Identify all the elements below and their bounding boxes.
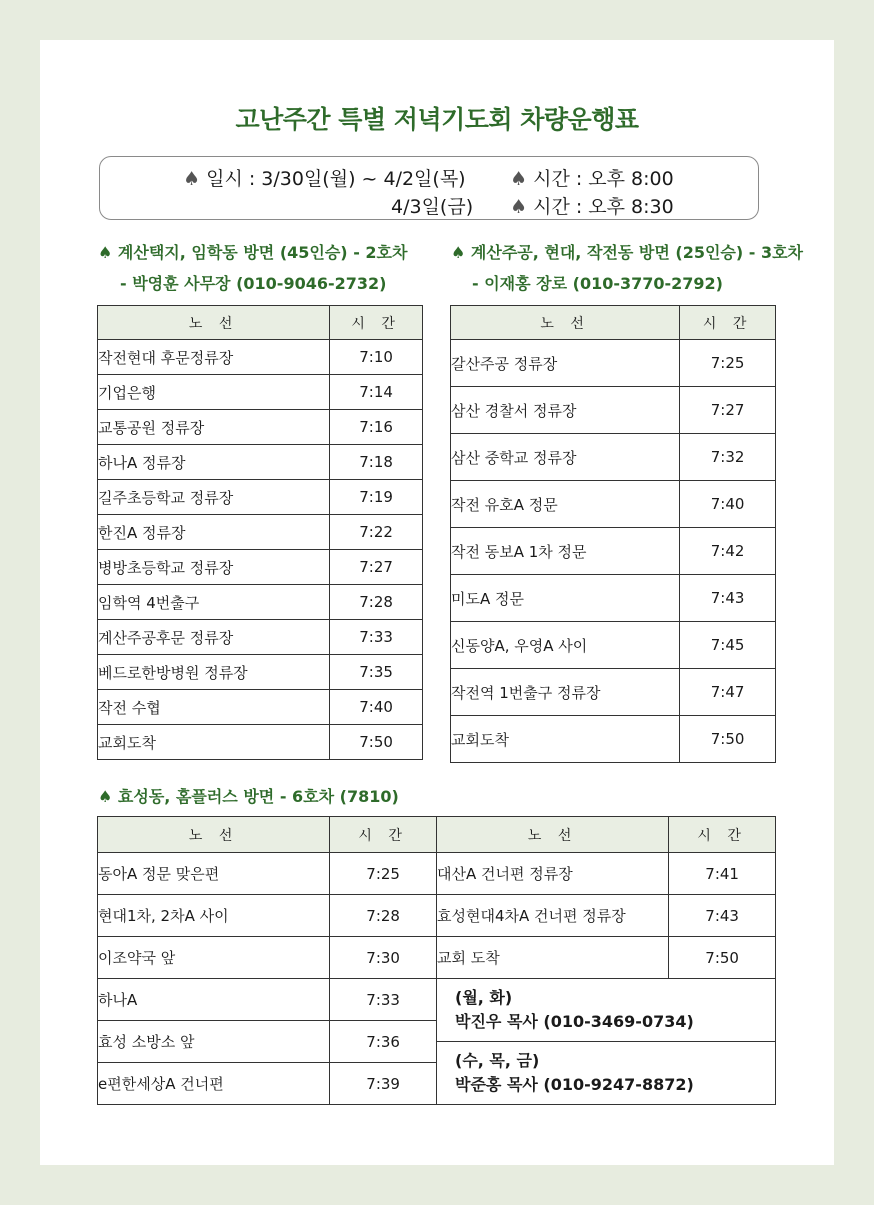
table-row [451, 575, 776, 622]
stop-time: 7:10 [330, 340, 423, 375]
table-row [98, 445, 423, 480]
stop-time: 7:27 [330, 550, 423, 585]
table-row [98, 979, 437, 1021]
table-row [98, 655, 423, 690]
stop-name: 효성 소방소 앞 [98, 1021, 330, 1063]
table-row [98, 375, 423, 410]
stop-name: 신동양A, 우영A 사이 [451, 622, 680, 669]
time-label-1: 시간 : 오후 8:00 [533, 168, 674, 190]
page-title: 고난주간 특별 저녁기도회 차량운행표 [235, 105, 639, 134]
stop-time: 7:14 [330, 375, 423, 410]
stop-name: 하나A 정류장 [98, 445, 330, 480]
stop-time: 7:18 [330, 445, 423, 480]
spade-icon: ♠ [451, 243, 466, 262]
table-row [451, 528, 776, 575]
stop-time: 7:16 [330, 410, 423, 445]
stop-name: 교회도착 [451, 716, 680, 763]
stop-time: 7:39 [330, 1063, 437, 1105]
stop-name: 교회 도착 [437, 937, 669, 979]
stop-time: 7:50 [330, 725, 423, 760]
date-label-2: 4/3일(금) [391, 196, 474, 218]
stop-name: 삼산 경찰서 정류장 [451, 387, 680, 434]
stop-name: 대산A 건너편 정류장 [437, 853, 669, 895]
car3-heading: ♠ 계산주공, 현대, 작전동 방면 (25인승) - 3호차 [451, 243, 804, 262]
table-row [451, 387, 776, 434]
stop-time: 7:22 [330, 515, 423, 550]
route-header: 노 선 [451, 306, 680, 340]
stop-name: 동아A 정문 맞은편 [98, 853, 330, 895]
table-row [98, 895, 437, 937]
stop-time: 7:28 [330, 895, 437, 937]
table-row [437, 937, 776, 979]
time-label-2: 시간 : 오후 8:30 [533, 196, 674, 218]
stop-time: 7:35 [330, 655, 423, 690]
car6-table-right [436, 816, 776, 1105]
contact-2-name: 박준홍 목사 (010-9247-8872) [455, 1075, 694, 1094]
time-header: 시 간 [330, 817, 437, 853]
stop-time: 7:33 [330, 979, 437, 1021]
stop-time: 7:32 [680, 434, 776, 481]
car3-driver: - 이재홍 장로 (010-3770-2792) [472, 274, 723, 293]
table-row [98, 937, 437, 979]
stop-name: 효성현대4차A 건너편 정류장 [437, 895, 669, 937]
stop-name: 작전 수협 [98, 690, 330, 725]
stop-time: 7:47 [680, 669, 776, 716]
stop-time: 7:28 [330, 585, 423, 620]
stop-time: 7:42 [680, 528, 776, 575]
table-row [98, 550, 423, 585]
car3-table [450, 305, 776, 763]
time-line-1 [510, 164, 674, 191]
table-row [98, 690, 423, 725]
stop-time: 7:25 [680, 340, 776, 387]
table-row [98, 585, 423, 620]
stop-time: 7:45 [680, 622, 776, 669]
stop-time: 7:27 [680, 387, 776, 434]
table-row [98, 480, 423, 515]
stop-time: 7:19 [330, 480, 423, 515]
time-header: 시 간 [330, 306, 423, 340]
time-line-2 [510, 192, 674, 219]
stop-time: 7:40 [680, 481, 776, 528]
stop-time: 7:41 [669, 853, 776, 895]
car2-driver: - 박영훈 사무장 (010-9046-2732) [120, 274, 387, 293]
stop-time: 7:25 [330, 853, 437, 895]
contact-1 [437, 979, 776, 1042]
stop-name: 하나A [98, 979, 330, 1021]
table-row [98, 853, 437, 895]
table-row [98, 1021, 437, 1063]
stop-name: 이조약국 앞 [98, 937, 330, 979]
stop-time: 7:50 [680, 716, 776, 763]
contact-1-name: 박진우 목사 (010-3469-0734) [455, 1012, 694, 1031]
stop-time: 7:33 [330, 620, 423, 655]
table-row [437, 853, 776, 895]
stop-name: 작전 동보A 1차 정문 [451, 528, 680, 575]
contact-2-days: (수, 목, 금) [455, 1051, 540, 1070]
stop-name: 작전현대 후문정류장 [98, 340, 330, 375]
route-header: 노 선 [98, 817, 330, 853]
stop-name: 작전 유호A 정문 [451, 481, 680, 528]
stop-name: 작전역 1번출구 정류장 [451, 669, 680, 716]
table-row [98, 725, 423, 760]
stop-time: 7:30 [330, 937, 437, 979]
stop-name: 계산주공후문 정류장 [98, 620, 330, 655]
stop-name: 삼산 중학교 정류장 [451, 434, 680, 481]
stop-name: 베드로한방병원 정류장 [98, 655, 330, 690]
stop-time: 7:50 [669, 937, 776, 979]
table-row [98, 410, 423, 445]
spade-icon: ♠ [98, 243, 113, 262]
stop-name: 한진A 정류장 [98, 515, 330, 550]
car2-heading: ♠ 계산택지, 임학동 방면 (45인승) - 2호차 [98, 243, 408, 262]
stop-time: 7:40 [330, 690, 423, 725]
table-row [451, 340, 776, 387]
stop-time: 7:43 [680, 575, 776, 622]
table-row [98, 340, 423, 375]
spade-icon: ♠ [98, 787, 113, 806]
car2-table [97, 305, 423, 760]
table-row [451, 622, 776, 669]
stop-name: 교회도착 [98, 725, 330, 760]
table-row [451, 481, 776, 528]
route-header: 노 선 [437, 817, 669, 853]
stop-name: 갈산주공 정류장 [451, 340, 680, 387]
stop-name: 기업은행 [98, 375, 330, 410]
table-row [451, 716, 776, 763]
car6-table-left [97, 816, 437, 1105]
info-box [99, 156, 759, 220]
stop-name: 임학역 4번출구 [98, 585, 330, 620]
schedule-sheet [40, 40, 834, 1165]
time-header: 시 간 [669, 817, 776, 853]
date-line [183, 164, 466, 191]
stop-name: 미도A 정문 [451, 575, 680, 622]
table-row [451, 434, 776, 481]
contact-2 [437, 1042, 776, 1105]
stop-name: 길주초등학교 정류장 [98, 480, 330, 515]
stop-time: 7:36 [330, 1021, 437, 1063]
car6-heading: ♠ 효성동, 홈플러스 방면 - 6호차 (7810) [98, 787, 399, 806]
contact-1-days: (월, 화) [455, 988, 513, 1007]
table-row [437, 895, 776, 937]
table-row [98, 620, 423, 655]
spade-icon: ♠ [510, 168, 528, 190]
stop-name: e편한세상A 건너편 [98, 1063, 330, 1105]
stop-time: 7:43 [669, 895, 776, 937]
spade-icon: ♠ [183, 168, 201, 190]
route-header: 노 선 [98, 306, 330, 340]
time-header: 시 간 [680, 306, 776, 340]
stop-name: 교통공원 정류장 [98, 410, 330, 445]
table-row [451, 669, 776, 716]
spade-icon: ♠ [510, 196, 528, 218]
stop-name: 현대1차, 2차A 사이 [98, 895, 330, 937]
date-label: 일시 : 3/30일(월) ~ 4/2일(목) [206, 168, 466, 190]
table-row [98, 515, 423, 550]
table-row [98, 1063, 437, 1105]
stop-name: 병방초등학교 정류장 [98, 550, 330, 585]
